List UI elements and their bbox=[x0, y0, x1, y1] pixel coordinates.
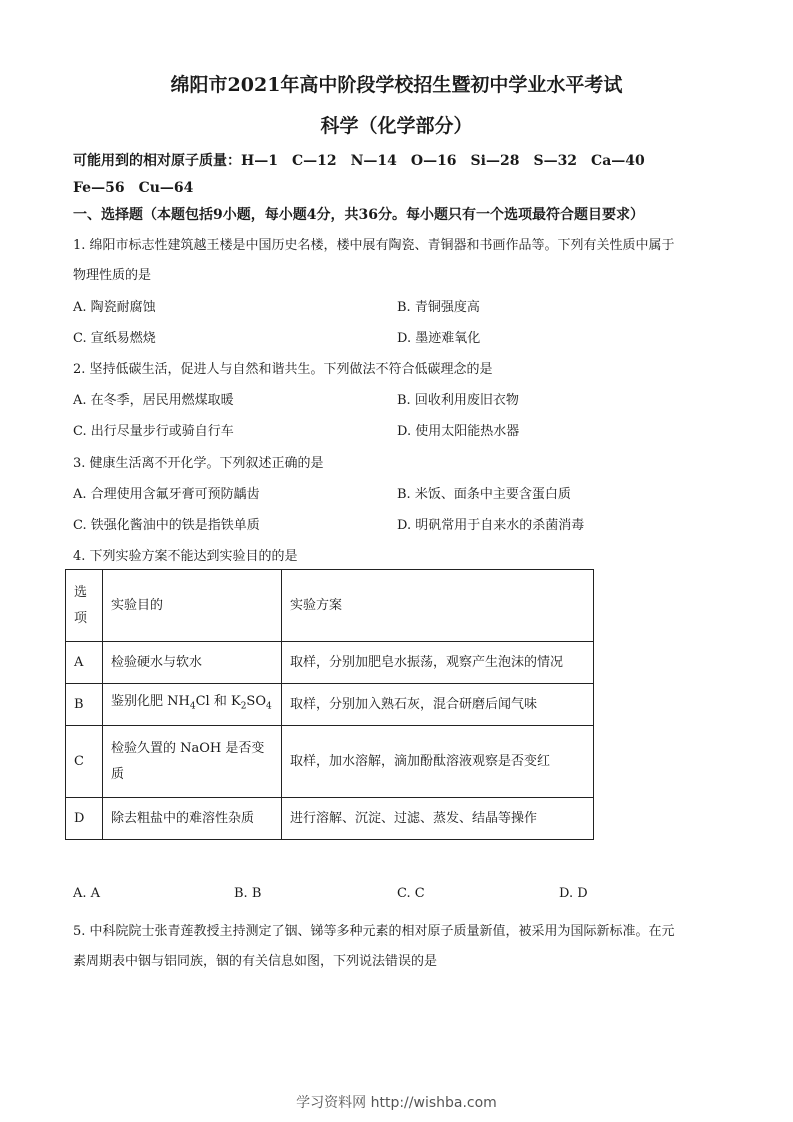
q1-option-a: A. 陶瓷耐腐蚀 bbox=[73, 300, 156, 315]
q3-option-d: D. 明矾常用于自来水的杀菌消毒 bbox=[397, 518, 585, 533]
table-header-row bbox=[66, 570, 594, 642]
q3-option-c: C. 铁强化酱油中的铁是指铁单质 bbox=[73, 518, 260, 533]
formula-part: 鉴别化肥 NH bbox=[111, 694, 190, 710]
row-purpose-line-2: 质 bbox=[111, 766, 125, 782]
header-plan-cell: 实验方案 bbox=[282, 570, 594, 642]
row-plan: 取样，分别加入熟石灰，混合研磨后闻气味 bbox=[282, 684, 594, 726]
q2-stem: 2. 坚持低碳生活，促进人与自然和谐共生。下列做法不符合低碳理念的是 bbox=[73, 362, 493, 377]
q4-option-d: D. D bbox=[559, 886, 588, 901]
q3-option-b: B. 米饭、面条中主要含蛋白质 bbox=[397, 487, 571, 502]
q2-option-c: C. 出行尽量步行或骑自行车 bbox=[73, 424, 234, 439]
page-title: 绵阳市2021年高中阶段学校招生暨初中学业水平考试 bbox=[170, 74, 623, 96]
row-option: D bbox=[66, 798, 103, 840]
experiment-table bbox=[65, 569, 594, 840]
row-purpose: 除去粗盐中的难溶性杂质 bbox=[103, 798, 282, 840]
table-row bbox=[66, 684, 594, 726]
row-option: C bbox=[66, 726, 103, 798]
q4-stem: 4. 下列实验方案不能达到实验目的的是 bbox=[73, 549, 298, 564]
header-purpose-cell: 实验目的 bbox=[103, 570, 282, 642]
q1-stem-line-1: 1. 绵阳市标志性建筑越王楼是中国历史名楼，楼中展有陶瓷、青铜器和书画作品等。下列有关性质中属于 bbox=[73, 238, 675, 253]
q1-stem-line-2: 物理性质的是 bbox=[73, 268, 152, 283]
table-row bbox=[66, 798, 594, 840]
header-option-cell bbox=[66, 570, 103, 642]
q3-stem: 3. 健康生活离不开化学。下列叙述正确的是 bbox=[73, 456, 324, 471]
q1-option-c: C. 宣纸易燃烧 bbox=[73, 331, 156, 346]
formula-subscript: 4 bbox=[189, 701, 196, 712]
row-plan: 取样，分别加肥皂水振荡，观察产生泡沫的情况 bbox=[282, 642, 594, 684]
q2-option-b: B. 回收利用废旧衣物 bbox=[397, 393, 519, 408]
q1-option-d: D. 墨迹难氧化 bbox=[397, 331, 481, 346]
table-row bbox=[66, 642, 594, 684]
footer-watermark: 学习资料网 http://wishba.com bbox=[296, 1095, 497, 1111]
row-plan: 取样，加水溶解，滴加酚酞溶液观察是否变红 bbox=[282, 726, 594, 798]
q2-option-a: A. 在冬季，居民用燃煤取暖 bbox=[73, 393, 234, 408]
q2-option-d: D. 使用太阳能热水器 bbox=[397, 424, 520, 439]
q1-option-b: B. 青铜强度高 bbox=[397, 300, 480, 315]
atomic-mass-line-2: Fe—56 Cu—64 bbox=[73, 180, 194, 196]
page-subtitle: 科学（化学部分） bbox=[320, 115, 473, 137]
row-purpose bbox=[103, 726, 282, 798]
atomic-mass-line-1: 可能用到的相对原子质量：H—1 C—12 N—14 O—16 Si—28 S—32 Ca—40 bbox=[73, 153, 645, 169]
table-row bbox=[66, 726, 594, 798]
q5-stem-line-1: 5. 中科院院士张青莲教授主持测定了铟、锑等多种元素的相对原子质量新值，被采用为国际新标准。在元 bbox=[73, 924, 675, 939]
q4-option-a: A. A bbox=[73, 886, 101, 901]
q3-option-a: A. 合理使用含氟牙膏可预防龋齿 bbox=[73, 487, 260, 502]
header-option-line-2: 项 bbox=[74, 610, 88, 626]
q4-option-b: B. B bbox=[234, 886, 262, 901]
formula-subscript: 2 bbox=[240, 701, 247, 712]
row-purpose bbox=[103, 684, 282, 726]
header-option-line-1: 选 bbox=[74, 584, 88, 600]
row-option: B bbox=[66, 684, 103, 726]
q4-option-c: C. C bbox=[397, 886, 425, 901]
row-purpose: 检验硬水与软水 bbox=[103, 642, 282, 684]
q5-stem-line-2: 素周期表中铟与铝同族，铟的有关信息如图，下列说法错误的是 bbox=[73, 954, 438, 969]
formula-subscript: 4 bbox=[266, 701, 272, 712]
row-plan: 进行溶解、沉淀、过滤、蒸发、结晶等操作 bbox=[282, 798, 594, 840]
row-purpose-line-1: 检验久置的 NaOH 是否变 bbox=[111, 740, 265, 756]
formula-part: Cl 和 K bbox=[195, 694, 241, 710]
row-option: A bbox=[66, 642, 103, 684]
section-heading: 一、选择题（本题包括9小题，每小题4分，共36分。每小题只有一个选项最符合题目要求） bbox=[73, 207, 644, 223]
formula-part: SO bbox=[246, 694, 266, 710]
